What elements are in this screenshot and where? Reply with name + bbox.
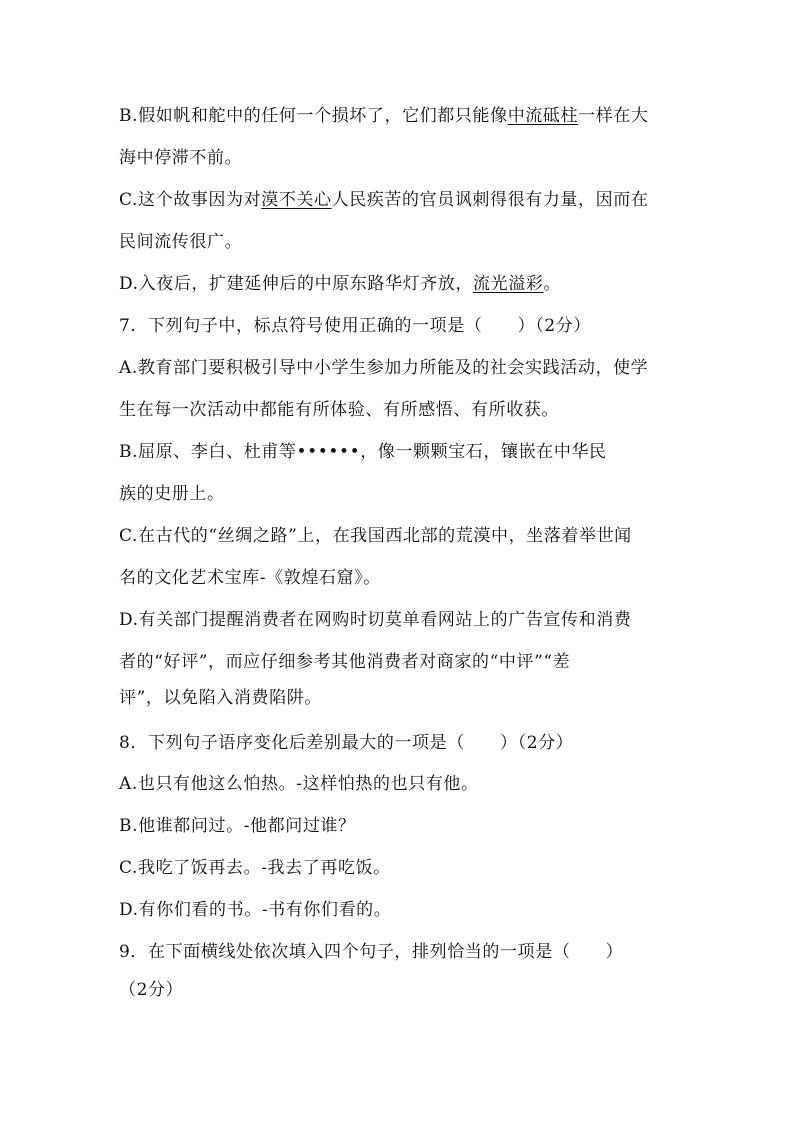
underlined-phrase: 中流砥柱 <box>507 106 579 126</box>
text-line: 族的史册上。 <box>119 484 225 504</box>
text-line: D.有你们看的书。-书有你们看的。 <box>119 900 392 920</box>
text-line: B.假如帆和舵中的任何一个损坏了，它们都只能像中流砥柱一样在大 <box>119 106 649 126</box>
text-line: （2分） <box>119 980 184 1000</box>
question-heading: 9．在下面横线处依次填入四个句子，排列恰当的一项是（ ） <box>119 942 624 962</box>
text-line: D.有关部门提醒消费者在网购时切莫单看网站上的广告宣传和消费 <box>119 610 632 630</box>
underlined-phrase: 流光溢彩 <box>473 274 544 294</box>
question-heading: 8．下列句子语序变化后差别最大的一项是（ ）（2分） <box>119 733 574 753</box>
text-line: 海中停滞不前。 <box>119 148 243 168</box>
text-line: 者的“好评”，而应仔细参考其他消费者对商家的“中评”“差 <box>119 652 571 672</box>
text-line: B.屈原、李白、杜甫等••••••，像一颗颗宝石，镶嵌在中华民 <box>119 442 607 462</box>
text-line: 生在每一次活动中都能有所体验、有所感悟、有所收获。 <box>119 400 559 420</box>
text-line: 名的文化艺术宝库-《敦煌石窟》。 <box>119 568 381 588</box>
underlined-phrase: 漠不关心 <box>261 190 332 210</box>
text-line: D.入夜后，扩建延伸后的中原东路华灯齐放，流光溢彩。 <box>119 274 562 294</box>
text-line: A.教育部门要积极引导中小学生参加力所能及的社会实践活动，使学 <box>119 358 649 378</box>
text-line: C.这个故事因为对漠不关心人民疾苦的官员讽刺得很有力量，因而在 <box>119 190 649 210</box>
text-line: C.我吃了饭再去。-我去了再吃饭。 <box>119 858 391 878</box>
text-line: 民间流传很广。 <box>119 232 243 252</box>
text-line: C.在古代的“丝绸之路”上，在我国西北部的荒漠中，坐落着举世闻 <box>119 526 632 546</box>
text-line: A.也只有他这么怕热。-这样怕热的也只有他。 <box>119 774 479 794</box>
text-line: B.他谁都问过。-他都问过谁？ <box>119 816 356 836</box>
question-heading: 7．下列句子中，标点符号使用正确的一项是（ ）（2分） <box>119 316 591 336</box>
text-line: 评”，以免陷入消费陷阱。 <box>119 688 322 708</box>
